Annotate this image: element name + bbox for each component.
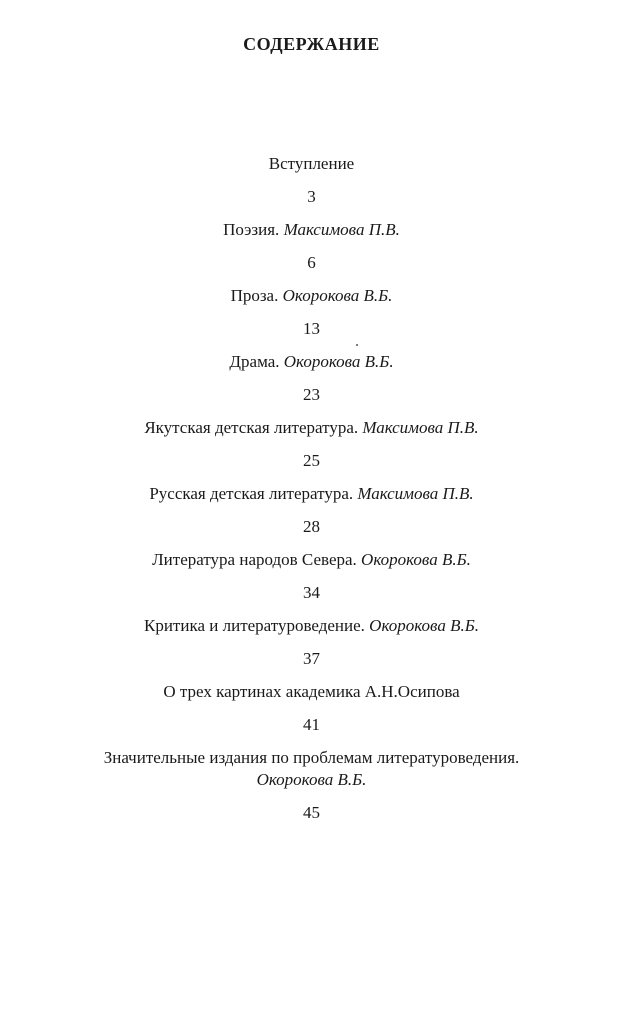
toc-entry-title: Русская детская литература.: [149, 484, 358, 503]
toc-entry: [0, 483, 623, 538]
toc-entry-title: Вступление: [268, 154, 355, 173]
toc-entry-author: Максимова П.В.: [357, 484, 474, 503]
page-title: СОДЕРЖАНИЕ: [243, 34, 380, 54]
toc-entry: [0, 417, 623, 472]
toc-entry-title: Критика и литературоведение.: [144, 616, 370, 635]
toc-entry-title: Значительные издания по проблемам литературоведения.: [103, 748, 520, 767]
toc-entry-author: Максимова П.В.: [283, 220, 400, 239]
toc-entry-title: Драма.: [229, 352, 284, 371]
toc-entry-author: Максимова П.В.: [362, 418, 479, 437]
toc-entry-line: [30, 681, 593, 703]
toc-entry-line: [30, 351, 593, 373]
toc-entry-author: Окорокова В.Б.: [369, 616, 479, 635]
toc-entry-page: 25: [303, 451, 320, 470]
toc-entry: [0, 747, 623, 824]
toc-entry-page: 34: [303, 583, 320, 602]
toc-entry: [0, 615, 623, 670]
toc-entry-page: 3: [307, 187, 316, 206]
toc-entry-title: Поэзия.: [223, 220, 284, 239]
toc-entry: [0, 285, 623, 340]
toc-entry-page: 13: [303, 319, 320, 338]
toc-entry-page: 6: [307, 253, 316, 272]
scan-speck: [356, 344, 358, 346]
toc-entry: [0, 549, 623, 604]
toc-entry-line: [30, 615, 593, 637]
toc-entry-author: Окорокова В.Б.: [256, 770, 367, 789]
toc-entry-line: [30, 549, 593, 571]
toc-entry-title: Литература народов Севера.: [152, 550, 362, 569]
toc-entry-page: 41: [303, 715, 320, 734]
toc-entry-author: Окорокова В.Б.: [283, 352, 394, 371]
toc-entry-author: Окорокова В.Б.: [361, 550, 471, 569]
toc-entry-line: [30, 219, 593, 241]
table-of-contents: [0, 153, 623, 835]
toc-entry-title: О трех картинах академика А.Н.Осипова: [163, 682, 460, 701]
toc-entry-line: [30, 153, 593, 175]
toc-entry: [0, 681, 623, 736]
toc-entry: [0, 351, 623, 406]
toc-entry-line: [30, 483, 593, 505]
toc-entry-page: 45: [303, 803, 320, 822]
toc-entry-author: Окорокова В.Б.: [282, 286, 393, 305]
toc-entry: [0, 219, 623, 274]
toc-entry-line: [30, 285, 593, 307]
toc-entry-line: [30, 417, 593, 439]
toc-entry-title: Якутская детская литература.: [144, 418, 363, 437]
toc-entry-title: Проза.: [230, 286, 283, 305]
toc-entry-page: 23: [303, 385, 320, 404]
toc-entry: [0, 153, 623, 208]
toc-entry-page: 28: [303, 517, 320, 536]
toc-entry-page: 37: [303, 649, 320, 668]
